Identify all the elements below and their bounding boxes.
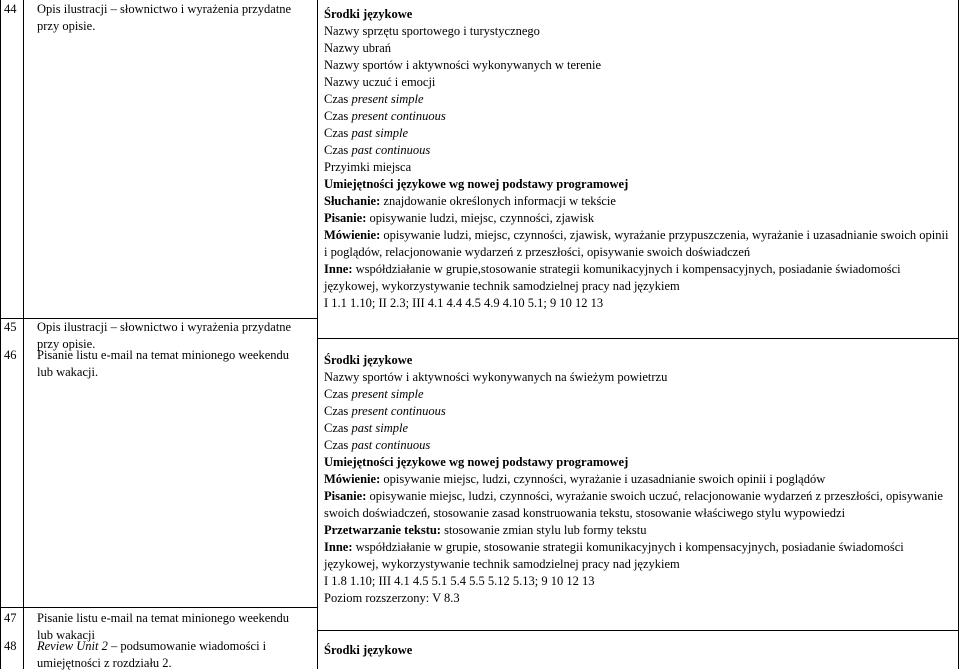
- content-block-3: [324, 642, 954, 659]
- tense-item: Czas present continuous: [324, 404, 446, 418]
- lesson-topic: Pisanie listu e-mail na temat minionego weekendu lub wakacji: [37, 611, 290, 642]
- lesson-number: 45: [4, 320, 17, 334]
- skill-speaking: Mówienie: opisywanie ludzi, miejsc, czynności, zjawisk, wyrażanie przypuszczenia, wyrażanie i uzasadnianie swoich opinii i poglądów, relacjonowanie wydarzeń z przeszłości, opisywanie swoich doświadczeń: [324, 228, 949, 259]
- skill-other: Inne: współdziałanie w grupie, stosowanie strategii komunikacyjnych i kompensacyjnych, posiadanie świadomości językowej, wykorzystywanie technik samodzielnej pracy nad językiem: [324, 540, 904, 571]
- vocab-item: Przyimki miejsca: [324, 160, 412, 174]
- section-heading-skills: Umiejętności językowe wg nowej podstawy programowej: [324, 177, 629, 191]
- lesson-topic-rest: – podsumowanie wiadomości i umiejętności z rozdziału 2.: [37, 639, 267, 670]
- section-heading-srodki: Środki językowe: [324, 643, 413, 657]
- vocab-item: Nazwy uczuć i emocji: [324, 75, 436, 89]
- lesson-number: 44: [4, 2, 17, 16]
- section-heading-skills: Umiejętności językowe wg nowej podstawy programowej: [324, 455, 629, 469]
- table-border-left: [0, 0, 1, 669]
- lesson-topic: Opis ilustracji – słownictwo i wyrażenia przydatne przy opisie.: [37, 2, 292, 33]
- tense-item: Czas past simple: [324, 126, 409, 140]
- lesson-topic: [37, 638, 299, 672]
- skill-speaking: Mówienie: opisywanie miejsc, ludzi, czynności, wyrażanie i uzasadnianie swoich opinii i poglądów: [324, 472, 826, 486]
- tense-item: Czas past continuous: [324, 143, 431, 157]
- vocab-item: Nazwy sportów i aktywności wykonywanych w terenie: [324, 58, 602, 72]
- vocab-item: Nazwy ubrań: [324, 41, 391, 55]
- lesson-number: 46: [4, 348, 17, 362]
- tense-item: Czas present simple: [324, 92, 424, 106]
- unit-title: Review Unit 2: [37, 639, 108, 653]
- curriculum-codes: I 1.8 1.10; III 4.1 4.5 5.1 5.4 5.5 5.12 5.13; 9 10 12 13: [324, 574, 595, 588]
- row-divider: [317, 630, 959, 631]
- skill-writing: Pisanie: opisywanie miejsc, ludzi, czynności, wyrażanie swoich uczuć, relacjonowanie wydarzeń z przeszłości, opisywanie swoich doświadczeń, stosowanie zasad konstruowania tekstu, stosowanie właściwego stylu wypowiedzi: [324, 489, 943, 520]
- tense-item: Czas past continuous: [324, 438, 431, 452]
- tense-item: Czas past simple: [324, 421, 409, 435]
- content-block-2: [324, 352, 954, 607]
- section-heading-srodki: Środki językowe: [324, 353, 413, 367]
- tense-item: Czas present simple: [324, 387, 424, 401]
- tense-item: Czas present continuous: [324, 109, 446, 123]
- column-divider-topic: [317, 0, 318, 669]
- column-divider-number: [23, 0, 24, 669]
- lesson-number: 47: [4, 611, 17, 625]
- curriculum-codes: I 1.1 1.10; II 2.3; III 4.1 4.4 4.5 4.9 4.10 5.1; 9 10 12 13: [324, 296, 604, 310]
- skill-other: Inne: współdziałanie w grupie,stosowanie strategii komunikacyjnych i kompensacyjnych, posiadanie świadomości językowej, wykorzystywanie technik samodzielnej pracy nad językiem: [324, 262, 901, 293]
- extended-level: Poziom rozszerzony: V 8.3: [324, 591, 460, 605]
- skill-text-processing: Przetwarzanie tekstu: stosowanie zmian stylu lub formy tekstu: [324, 523, 647, 537]
- skill-listening: Słuchanie: znajdowanie określonych informacji w tekście: [324, 194, 616, 208]
- lesson-topic: Pisanie listu e-mail na temat minionego weekendu lub wakacji.: [37, 348, 290, 379]
- row-divider: [0, 607, 318, 608]
- lesson-topic: Opis ilustracji – słownictwo i wyrażenia przydatne przy opisie.: [37, 320, 292, 351]
- vocab-item: Nazwy sportów i aktywności wykonywanych na świeżym powietrzu: [324, 370, 668, 384]
- row-divider: [317, 338, 959, 339]
- section-heading-srodki: Środki językowe: [324, 7, 413, 21]
- content-block-1: [324, 6, 954, 312]
- vocab-item: Nazwy sprzętu sportowego i turystycznego: [324, 24, 540, 38]
- skill-writing: Pisanie: opisywanie ludzi, miejsc, czynności, zjawisk: [324, 211, 595, 225]
- lesson-number: 48: [4, 639, 17, 653]
